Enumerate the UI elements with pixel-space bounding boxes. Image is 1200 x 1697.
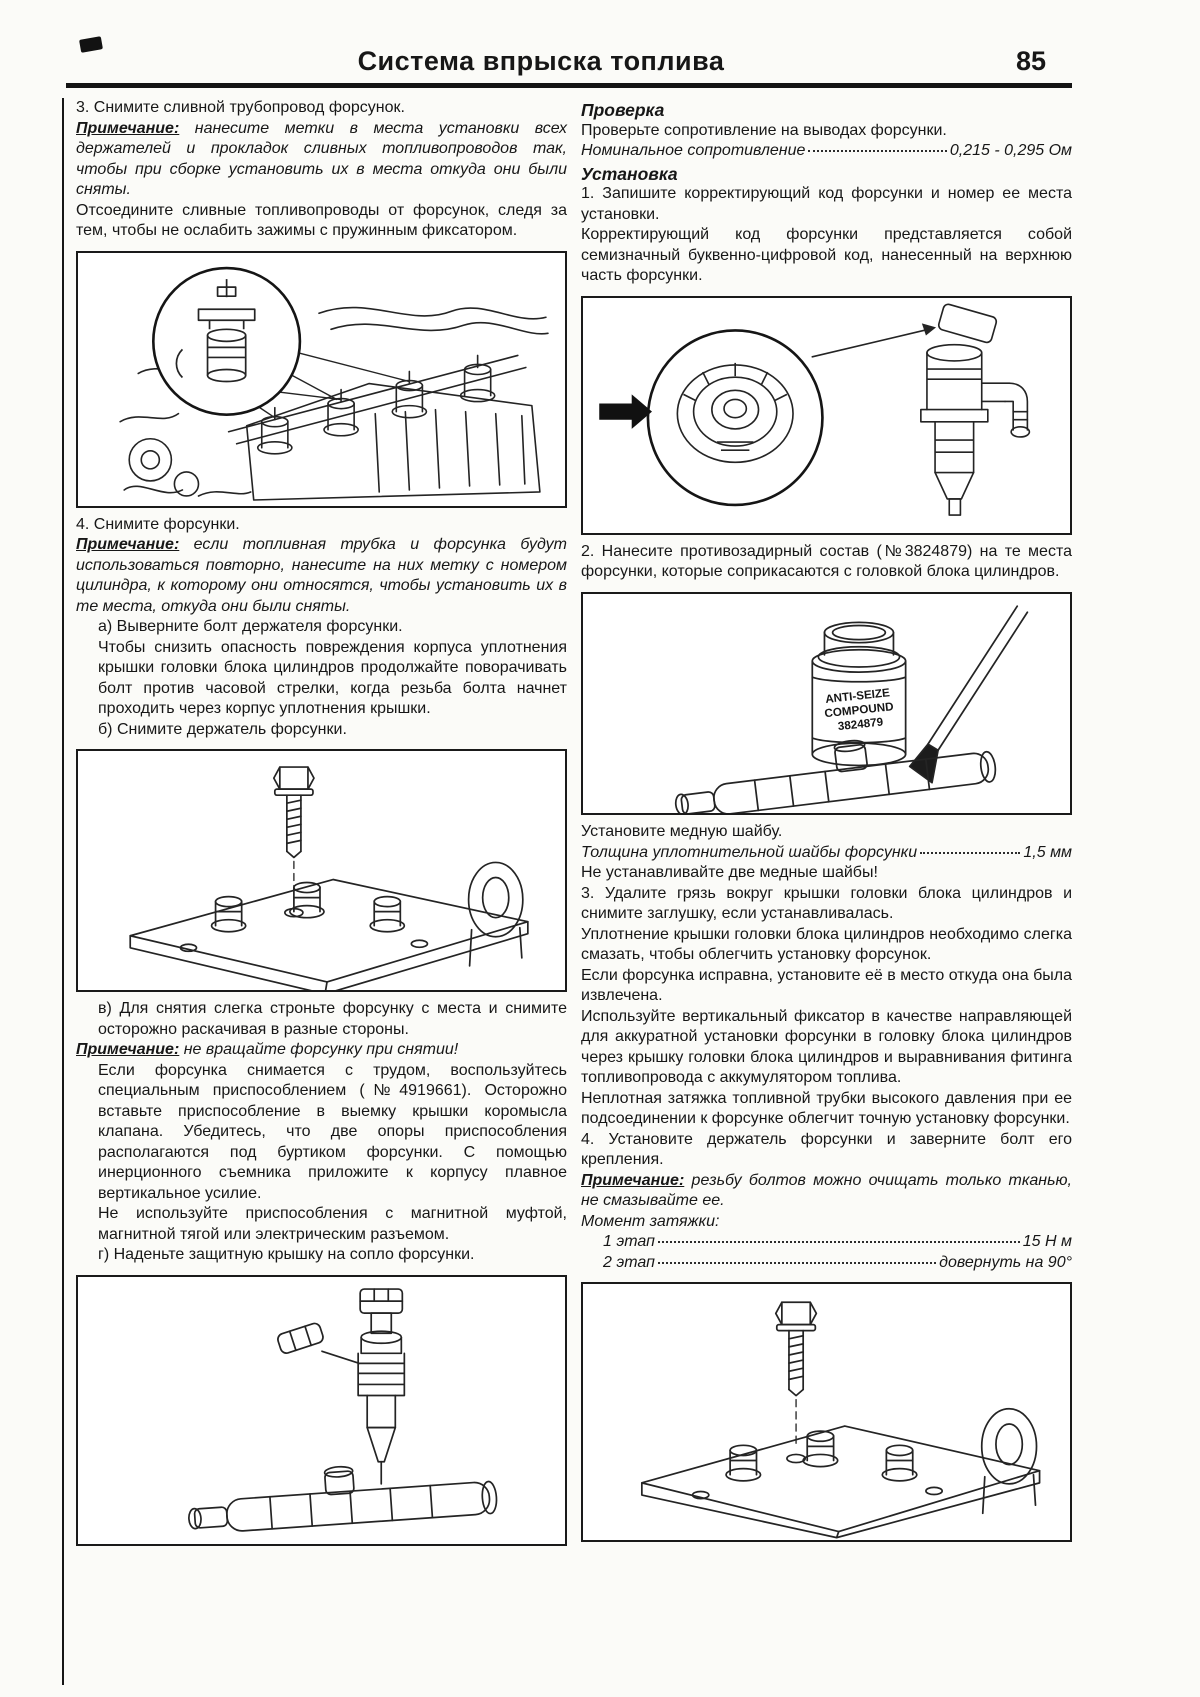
spec-label: Номинальное сопротивление — [581, 142, 806, 159]
para-washer-warning: Не устанавливайте две медные шайбы! — [581, 864, 878, 882]
note-clean-threads — [581, 1171, 1072, 1212]
note-text: нанесите метки в места установки всех держателей и прокладок сливных топливопроводов так, чтобы при сборке установить их в места откуда они были сняты. — [76, 119, 567, 198]
spec-value: 1,5 мм — [1023, 843, 1072, 861]
note-reuse-marking — [76, 535, 567, 617]
item-v-rock-injector: в) Для снятия слегка строньте форсунку с места и снимите осторожно раскачивая в разные стороны. — [98, 1000, 567, 1038]
note-no-rotate — [76, 1040, 567, 1061]
holder-bolt-drawing — [78, 751, 565, 990]
torque-heading: Момент затяжки: — [581, 1212, 720, 1230]
two-column-body — [76, 98, 1072, 1553]
spec-value: 0,215 - 0,295 Ом — [949, 142, 1072, 159]
page-header — [66, 46, 1072, 77]
para-copper-washer: Установите медную шайбу. — [581, 823, 783, 841]
para-no-magnetic: Не используйте приспособления с магнитной муфтой, магнитной тягой или электрическим разъемом. — [98, 1205, 567, 1243]
torque-stage-value: довернуть на 90° — [939, 1253, 1072, 1271]
heading-check: Проверка — [581, 100, 665, 120]
para-vertical-guide: Используйте вертикальный фиксатор в качестве направляющей для аккуратной установки форсунки в головку блока цилиндров через крышку головки блока цилиндров и выравнивания фитинга топливопровода с аккумулятором топлива. — [581, 1007, 1072, 1087]
para-disconnect-lines: Отсоедините сливные топливопроводы от форсунок, следя за тем, чтобы не ослабить зажимы с пружинным фиксатором. — [76, 201, 567, 239]
note-drain-pipe — [76, 119, 567, 201]
para-check-resistance: Проверьте сопротивление на выводах форсунки. — [581, 121, 947, 139]
antiseize-jar-drawing — [583, 594, 1070, 813]
para-special-tool: Если форсунка снимается с трудом, воспользуйтесь специальным приспособлением (№4919661). Осторожно вставьте приспособление в выемку крышки коромысла клапана. Убедитесь, что две опоры приспособления располагаются под буртиком форсунки. С помощью инерционного съемника приложите к корпусу плавное вертикальное усилие. — [98, 1061, 567, 1202]
jar-label-line3: 3824879 — [837, 715, 884, 734]
step-clean-dirt: 3. Удалите грязь вокруг крышки головки блока цилиндров и снимите заглушку, если устанавливалась. — [581, 884, 1072, 923]
figure-holder-bolt-install — [581, 1282, 1072, 1542]
dotted-leader — [808, 150, 946, 152]
figure-injector-cap — [76, 1275, 567, 1546]
torque-stage-label: 1 этап — [603, 1233, 655, 1251]
torque-stage-value: 15 Н м — [1022, 1233, 1072, 1251]
para-loose-tube: Неплотная затяжка топливной трубки высокого давления при ее подсоединении к форсунке облегчит точную установку форсунки. — [581, 1089, 1072, 1128]
figure-engine-drain-lines — [76, 251, 567, 508]
step-antiseize: 2. Нанесите противозадирный состав (№3824879) на те места форсунки, которые соприкасаются с головкой блока цилиндров. — [581, 542, 1072, 581]
figure-holder-bolt — [76, 749, 567, 992]
torque-stage1 — [581, 1232, 1072, 1253]
spec-resistance — [581, 141, 1072, 162]
injector-code-drawing — [583, 298, 1070, 533]
dotted-leader — [658, 1262, 936, 1264]
step-remove-drain-pipe: 3. Снимите сливной трубопровод форсунок. — [76, 99, 405, 116]
right-column — [581, 98, 1072, 1553]
dotted-leader — [658, 1241, 1020, 1243]
page-title: Система впрыска топлива — [357, 46, 725, 76]
para-code-description: Корректирующий код форсунки представляется собой семизначный буквенно-цифровой код, нанесенный на верхнюю часть форсунки. — [581, 226, 1072, 284]
step-record-code: 1. Запишите корректирующий код форсунки и номер ее места установки. — [581, 185, 1072, 223]
note-label: Примечание: — [76, 119, 180, 137]
engine-overview-drawing — [78, 253, 565, 506]
note-text: если топливная трубка и форсунка будут использоваться повторно, нанесите на них метку с номером цилиндра, к которому они относятся, чтобы установить их в те места, откуда они были сняты. — [76, 536, 567, 615]
note-text: резьбу болтов можно очищать только тканью, не смазывайте ее. — [581, 1171, 1072, 1210]
step-remove-injectors: 4. Снимите форсунки. — [76, 515, 240, 533]
dotted-leader — [920, 852, 1020, 854]
jar-label-line2: COMPOUND — [823, 700, 895, 721]
injector-cap-drawing — [78, 1277, 565, 1544]
note-label: Примечание: — [581, 1171, 685, 1189]
header-rule — [66, 83, 1072, 88]
spec-washer — [581, 843, 1072, 864]
figure-antiseize-jar — [581, 592, 1072, 815]
page-left-border — [62, 98, 64, 1685]
para-turn-bolt-ccw: Чтобы снизить опасность повреждения корпуса уплотнения крышки головки блока цилиндров продолжайте поворачивать болт против часовой стрелки, когда резьба болта начнет проходить через корпус уплотнения крышки. — [98, 638, 567, 718]
heading-install: Установка — [581, 163, 678, 184]
para-reinstall-same-place: Если форсунка исправна, установите её в место откуда она была извлечена. — [581, 966, 1072, 1005]
torque-stage2 — [581, 1253, 1072, 1274]
para-lubricate-seal: Уплотнение крышки головки блока цилиндров необходимо слегка смазать, чтобы облегчить установку форсунок. — [581, 925, 1072, 964]
item-a-unscrew-bolt: а) Выверните болт держателя форсунки. — [98, 618, 403, 636]
figure-injector-code — [581, 296, 1072, 535]
spec-label: Толщина уплотнительной шайбы форсунки — [581, 843, 918, 861]
item-g-protective-cap: г) Наденьте защитную крышку на сопло форсунки. — [98, 1246, 475, 1263]
callout-arrow-icon — [599, 394, 652, 428]
note-text: не вращайте форсунку при снятии! — [179, 1041, 459, 1058]
torque-stage-label: 2 этап — [603, 1253, 655, 1271]
page-number: 85 — [1015, 46, 1046, 76]
step-install-holder: 4. Установите держатель форсунки и заверните болт его крепления. — [581, 1130, 1072, 1169]
note-label: Примечание: — [76, 536, 180, 554]
holder-bolt-install-drawing — [583, 1284, 1070, 1540]
item-b-remove-holder: б) Снимите держатель форсунки. — [98, 720, 347, 738]
jar-label-line1: ANTI-SEIZE — [824, 686, 891, 706]
note-label: Примечание: — [76, 1041, 180, 1058]
left-column — [76, 98, 567, 1553]
